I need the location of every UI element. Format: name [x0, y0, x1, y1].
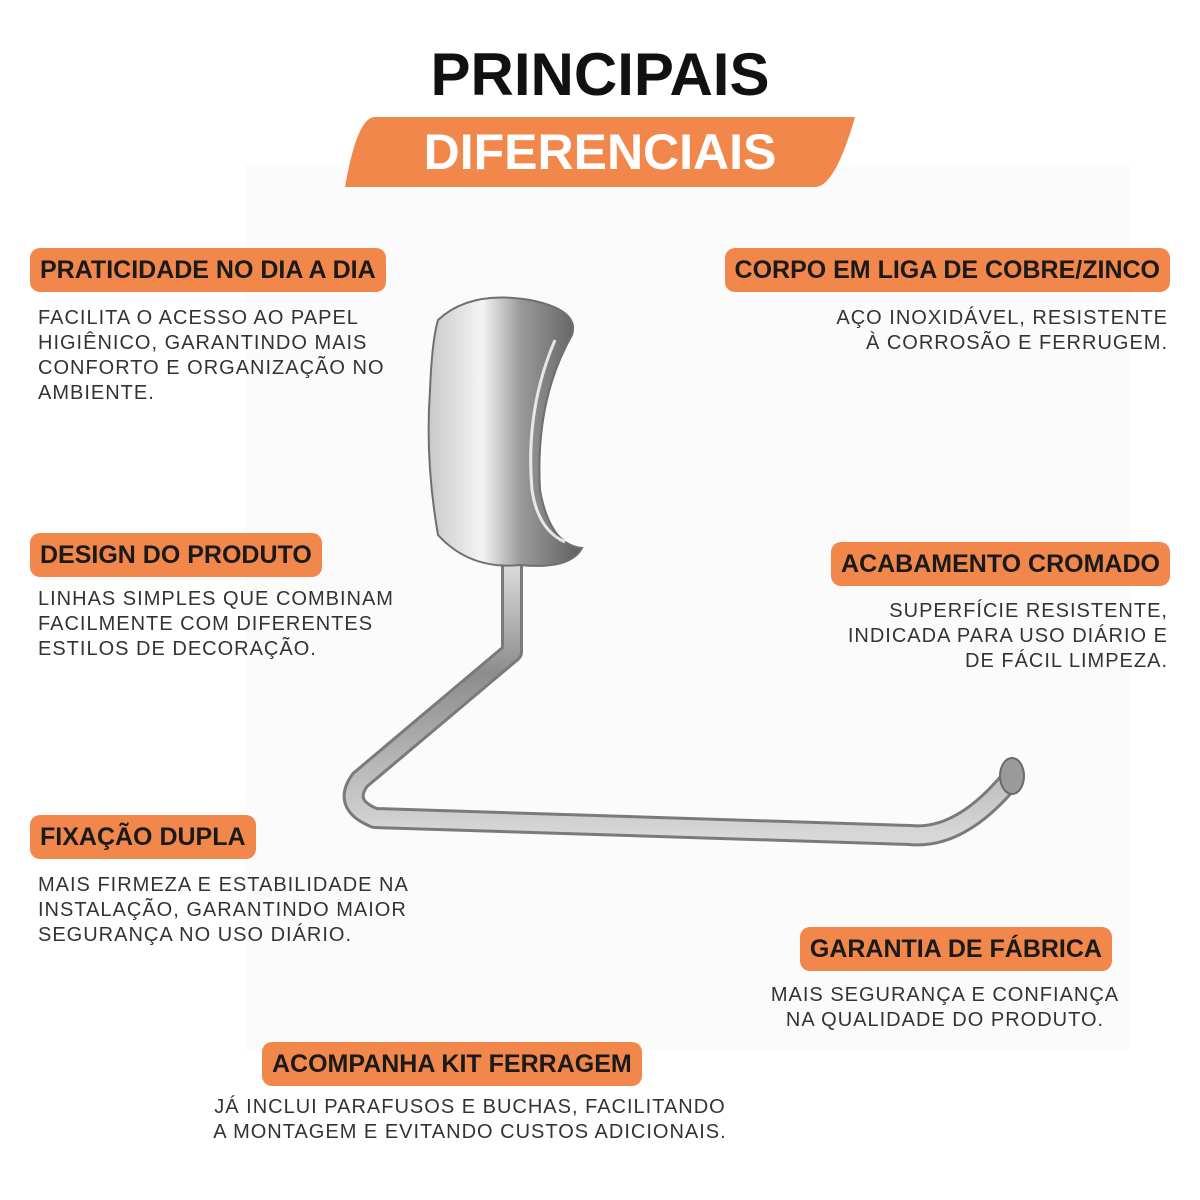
feature-title-design: DESIGN DO PRODUTO: [30, 533, 322, 577]
page-title: PRINCIPAIS: [430, 41, 770, 108]
feature-text-acabamento: SUPERFÍCIE RESISTENTE, INDICADA PARA USO DIÁRIO E DE FÁCIL LIMPEZA.: [847, 600, 1168, 672]
feature-title-fixacao: FIXAÇÃO DUPLA: [30, 815, 256, 859]
feature-text-corpo: AÇO INOXIDÁVEL, RESISTENTE À CORROSÃO E FERRUGEM.: [836, 307, 1168, 354]
feature-text-fixacao: MAIS FIRMEZA E ESTABILIDADE NA INSTALAÇÃO, GARANTINDO MAIOR SEGURANÇA NO USO DIÁRIO.: [38, 874, 409, 946]
feature-title-acabamento: ACABAMENTO CROMADO: [831, 542, 1170, 586]
feature-text-kit: JÁ INCLUI PARAFUSOS E BUCHAS, FACILITANDO A MONTAGEM E EVITANDO CUSTOS ADICIONAIS.: [213, 1096, 727, 1143]
feature-title-corpo: CORPO EM LIGA DE COBRE/ZINCO: [725, 248, 1170, 292]
feature-title-praticidade: PRATICIDADE NO DIA A DIA: [30, 248, 386, 292]
feature-text-praticidade: FACILITA O ACESSO AO PAPEL HIGIÊNICO, GARANTINDO MAIS CONFORTO E ORGANIZAÇÃO NO AMBIENTE.: [38, 307, 385, 404]
feature-title-garantia: GARANTIA DE FÁBRICA: [800, 927, 1112, 971]
feature-title-kit: ACOMPANHA KIT FERRAGEM: [262, 1042, 642, 1086]
feature-text-design: LINHAS SIMPLES QUE COMBINAM FACILMENTE COM DIFERENTES ESTILOS DE DECORAÇÃO.: [38, 588, 394, 660]
banner-label: DIFERENCIAIS: [423, 124, 777, 180]
title-banner: [345, 117, 855, 187]
feature-text-garantia: MAIS SEGURANÇA E CONFIANÇA NA QUALIDADE DO PRODUTO.: [770, 984, 1120, 1031]
